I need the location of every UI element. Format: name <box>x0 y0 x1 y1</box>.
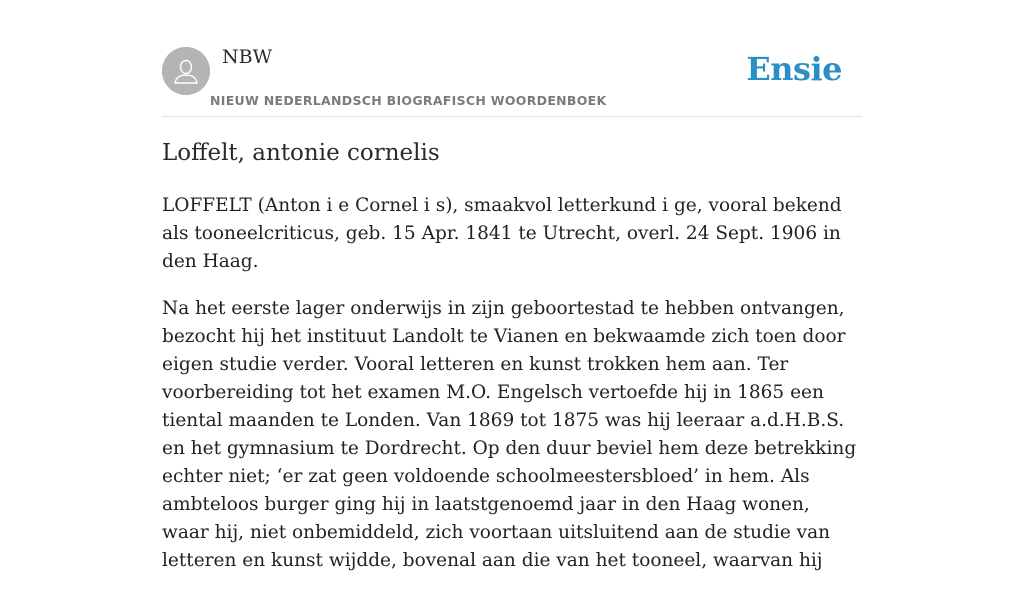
source-name[interactable]: NBW <box>222 46 273 68</box>
article-body <box>162 192 862 594</box>
article-paragraph: LOFFELT (Anton i e Cornel i s), smaakvol letterkund i ge, vooral bekend als tooneelcriticus, geb. 15 Apr. 1841 te Utrecht, overl. 24 Sept. 1906 in den Haag. <box>162 195 842 272</box>
source-header <box>162 0 862 117</box>
page <box>162 0 862 571</box>
user-icon-graphic <box>162 47 210 95</box>
article-title: Loffelt, antonie cornelis <box>162 140 440 166</box>
source-full-name: NIEUW NEDERLANDSCH BIOGRAFISCH WOORDENBOEK <box>210 93 607 108</box>
user-icon[interactable] <box>162 47 210 95</box>
article-paragraph: Na het eerste lager onderwijs in zijn geboortestad te hebben ontvangen, bezocht hij het instituut Landolt te Vianen en bekwaamde zich toen door eigen studie verder. Vooral letteren en kunst trokken hem aan. Ter voorbereiding tot het examen M.O. Engelsch vertoefde hij in 1865 een tiental maanden te Londen. Van 1869 tot 1875 was hij leeraar a.d.H.B.S. en het gymnasium te Dordrecht. Op den duur beviel hem deze betrekking echter niet; ‘er zat geen voldoende schoolmeestersbloed’ in hem. Als ambteloos burger ging hij in laatstgenoemd jaar in den Haag wonen, waar hij, niet onbemiddeld, zich voortaan uitsluitend aan de studie van letteren en kunst wijdde, bovenal aan die van het tooneel, waarvan hij <box>162 298 857 571</box>
ensie-logo-link[interactable]: Ensie <box>746 50 842 88</box>
